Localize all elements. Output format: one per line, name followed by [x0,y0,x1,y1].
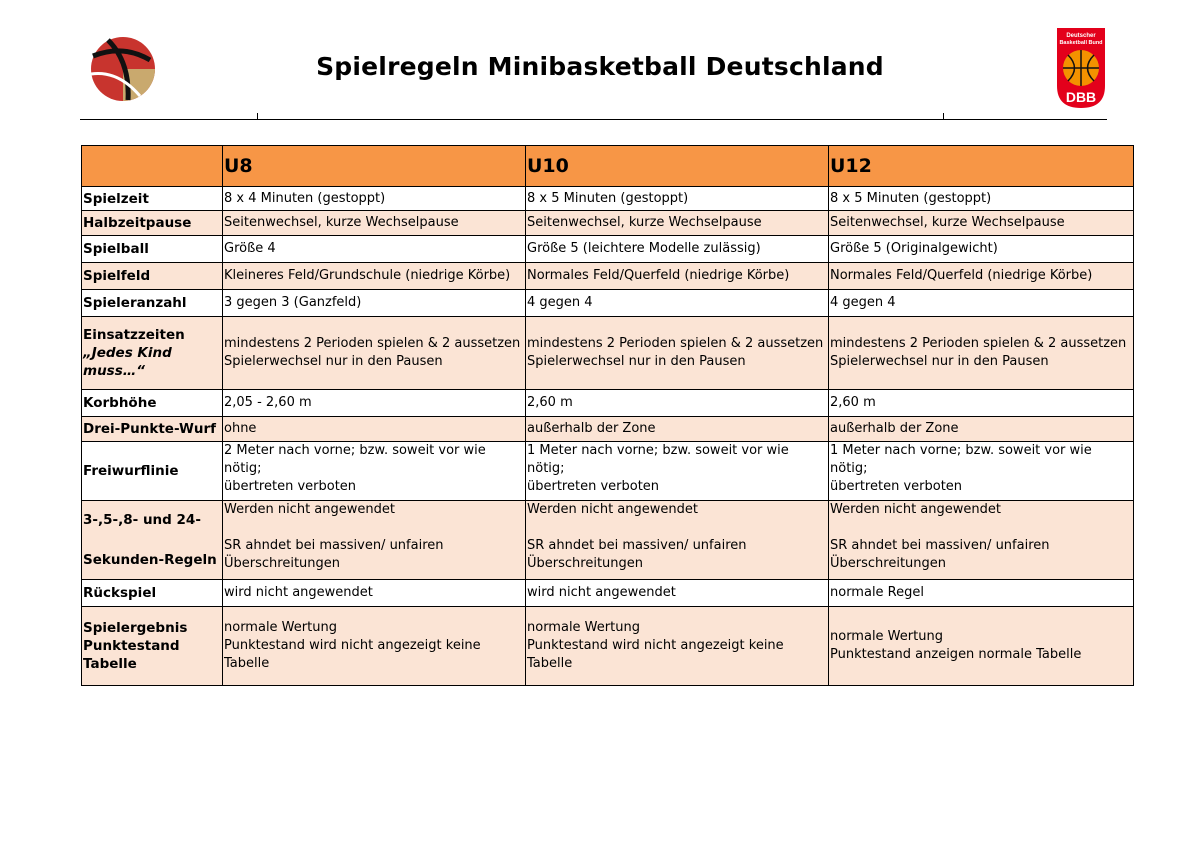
dbb-logo [1055,26,1107,110]
cell-u12: Normales Feld/Querfeld (niedrige Körbe) [829,263,1134,290]
cell-u8: Kleineres Feld/Grundschule (niedrige Körbe) [223,263,526,290]
header-cell-u8: U8 [223,146,526,187]
cell-line: mindestens 2 Perioden spielen & 2 aussetzen [527,336,824,351]
table-row-spielzeit [82,187,1134,211]
cell-u12: Seitenwechsel, kurze Wechselpause [829,211,1134,236]
cell-u10 [526,442,829,501]
row-label: Halbzeitpause [82,211,223,236]
table-row-korbhoehe [82,390,1134,417]
cell-u8 [223,442,526,501]
cell-line: Spielerwechsel nur in den Pausen [224,354,443,369]
row-label-line: Sekunden-Regeln [83,552,217,568]
cell-line: SR ahndet bei massiven/ unfairen [224,538,444,553]
cell-line: SR ahndet bei massiven/ unfairen [527,538,747,553]
cell-u10: Größe 5 (leichtere Modelle zulässig) [526,236,829,263]
cell-line: mindestens 2 Perioden spielen & 2 aussetzen [830,336,1127,351]
cell-u12 [829,607,1134,686]
cell-u8 [223,317,526,390]
table-row-spielergebnis [82,607,1134,686]
row-label-line: „Jedes Kind muss…“ [83,345,172,379]
row-label [82,607,223,686]
row-label-line: Einsatzzeiten [83,327,185,343]
table-row-einsatzzeiten [82,317,1134,390]
cell-line: Werden nicht angewendet [224,502,395,517]
cell-u10: außerhalb der Zone [526,417,829,442]
cell-line: SR ahndet bei massiven/ unfairen [830,538,1050,553]
cell-u8 [223,501,526,580]
cell-u12 [829,317,1134,390]
header-cell-empty [82,146,223,187]
row-label: Korbhöhe [82,390,223,417]
cell-line: Überschreitungen [224,556,341,571]
cell-u10: 4 gegen 4 [526,290,829,317]
table-row-sekunden-regeln [82,501,1134,580]
cell-line: übertreten verboten [830,479,963,494]
cell-line: Spielerwechsel nur in den Pausen [527,354,746,369]
cell-spacer [224,519,523,537]
cell-u8: wird nicht angewendet [223,580,526,607]
cell-u12: Größe 5 (Originalgewicht) [829,236,1134,263]
cell-line: Überschreitungen [830,556,947,571]
row-label: Drei-Punkte-Wurf [82,417,223,442]
cell-line: Überschreitungen [527,556,644,571]
cell-u8: 8 x 4 Minuten (gestoppt) [223,187,526,211]
cell-line: Tabelle [527,656,573,671]
cell-u10: Normales Feld/Querfeld (niedrige Körbe) [526,263,829,290]
row-label: Spielfeld [82,263,223,290]
cell-u10: Seitenwechsel, kurze Wechselpause [526,211,829,236]
cell-u10: 2,60 m [526,390,829,417]
cell-line: Werden nicht angewendet [830,502,1001,517]
cell-u12: 4 gegen 4 [829,290,1134,317]
cell-line: übertreten verboten [224,479,357,494]
table-row-spielfeld [82,263,1134,290]
cell-line: normale Wertung [527,620,640,635]
cell-line: 1 Meter nach vorne; bzw. soweit vor wie [527,443,789,458]
table-row-spielball [82,236,1134,263]
row-label: Spielball [82,236,223,263]
cell-u12 [829,442,1134,501]
cell-u8: Seitenwechsel, kurze Wechselpause [223,211,526,236]
cell-u8: Größe 4 [223,236,526,263]
cell-u10: 8 x 5 Minuten (gestoppt) [526,187,829,211]
cell-spacer [830,519,1131,537]
cell-u10 [526,501,829,580]
dbb-logo-abbr: DBB [1065,89,1097,105]
table-row-spieleranzahl [82,290,1134,317]
cell-u10 [526,317,829,390]
row-label [82,317,223,390]
page-title: Spielregeln Minibasketball Deutschland [316,52,884,81]
cell-u12 [829,501,1134,580]
cell-line: 1 Meter nach vorne; bzw. soweit vor wie [830,443,1092,458]
cell-u12: 8 x 5 Minuten (gestoppt) [829,187,1134,211]
cell-u8: ohne [223,417,526,442]
cell-u8: 3 gegen 3 (Ganzfeld) [223,290,526,317]
dbb-logo-text-2: Basketball Bund [1059,40,1103,46]
cell-line: nötig; [527,461,565,476]
cell-u8: 2,05 - 2,60 m [223,390,526,417]
header-rule-tick [943,113,944,119]
cell-line: Spielerwechsel nur in den Pausen [830,354,1049,369]
table-header-row [82,146,1134,187]
header-cell-u10: U10 [526,146,829,187]
cell-spacer [527,519,826,537]
cell-u12: normale Regel [829,580,1134,607]
table-row-halbzeitpause [82,211,1134,236]
cell-u12: außerhalb der Zone [829,417,1134,442]
cell-u8 [223,607,526,686]
cell-line: mindestens 2 Perioden spielen & 2 aussetzen [224,336,521,351]
cell-line: nötig; [830,461,868,476]
cell-line: Tabelle [224,656,270,671]
cell-u10 [526,607,829,686]
cell-line: Werden nicht angewendet [527,502,698,517]
row-label: Spielzeit [82,187,223,211]
cell-line: Punktestand wird nicht angezeigt keine [224,638,481,653]
row-label: Spieleranzahl [82,290,223,317]
dbb-logo-text-1: Deutscher [1066,33,1096,39]
row-label-line: Punktestand [83,638,180,654]
rules-table [81,145,1134,686]
table-row-rueckspiel [82,580,1134,607]
cell-line: normale Wertung [224,620,337,635]
cell-line: normale Wertung [830,629,943,644]
table-row-freiwurflinie [82,442,1134,501]
row-label-line: Spielergebnis [83,620,188,636]
header-rule-tick [257,113,258,119]
header-cell-u12: U12 [829,146,1134,187]
cell-line: nötig; [224,461,262,476]
cell-line: übertreten verboten [527,479,660,494]
cell-line: 2 Meter nach vorne; bzw. soweit vor wie [224,443,486,458]
row-label: Rückspiel [82,580,223,607]
cell-line: Punktestand wird nicht angezeigt keine [527,638,784,653]
cell-line: Punktestand anzeigen normale Tabelle [830,647,1082,662]
cell-u10: wird nicht angewendet [526,580,829,607]
row-label: Freiwurflinie [82,442,223,501]
row-label-line: 3-,5-,8- und 24- [83,512,201,528]
row-label [82,501,223,580]
cell-u12: 2,60 m [829,390,1134,417]
row-label-line: Tabelle [83,656,137,672]
header-rule [80,119,1107,120]
table-row-drei-punkte-wurf [82,417,1134,442]
